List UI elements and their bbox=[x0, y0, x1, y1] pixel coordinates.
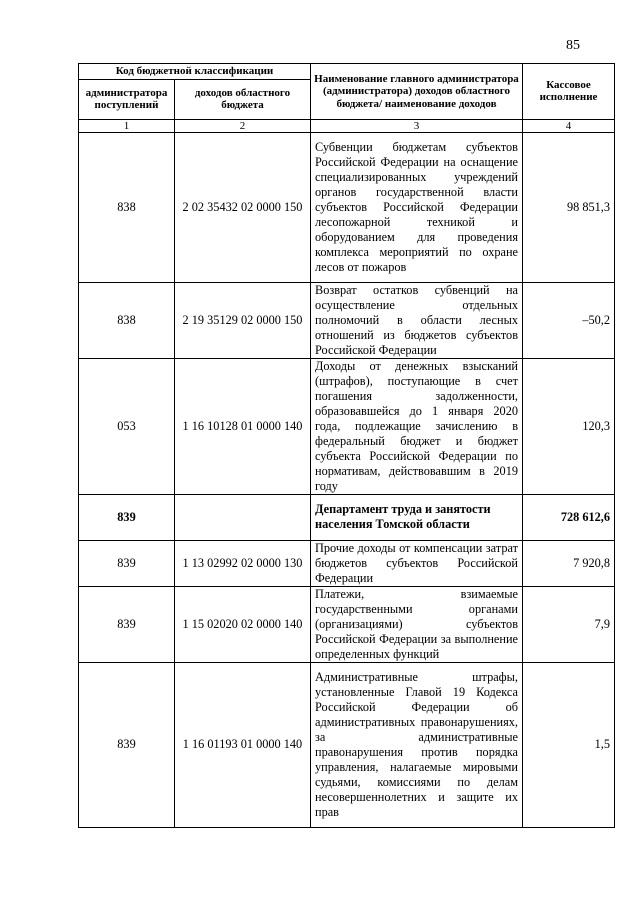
amount: 7,9 bbox=[523, 586, 615, 662]
amount: 98 851,3 bbox=[523, 132, 615, 282]
admin-code: 839 bbox=[79, 494, 175, 540]
amount: –50,2 bbox=[523, 282, 615, 358]
admin-code: 838 bbox=[79, 132, 175, 282]
income-code: 2 19 35129 02 0000 150 bbox=[175, 282, 311, 358]
page-number: 85 bbox=[566, 38, 580, 53]
income-name: Платежи, взимаемые государственными органами (организациями) субъектов Российской Федерации за выполнение определенных функций bbox=[311, 586, 523, 662]
column-number-row bbox=[79, 119, 615, 132]
income-name: Доходы от денежных взысканий (штрафов), поступающие в счет погашения задолженности, образовавшейся до 1 января 2020 года, подлежащие зачислению в федеральный бюджет и бюджет субъекта Российской Федерации по нормативам, действовавшим в 2019 году bbox=[311, 358, 523, 494]
income-name: Административные штрафы, установленные Главой 19 Кодекса Российской Федерации об административных правонарушениях, за административные правонарушения против порядка управления, налагаемые мировыми судьями, комиссиями по делам несовершеннолетних и защите их прав bbox=[311, 662, 523, 827]
table-row bbox=[79, 132, 615, 282]
table-row bbox=[79, 282, 615, 358]
table-row bbox=[79, 586, 615, 662]
admin-code: 838 bbox=[79, 282, 175, 358]
column-number: 1 bbox=[79, 119, 175, 132]
table-row bbox=[79, 540, 615, 586]
amount: 7 920,8 bbox=[523, 540, 615, 586]
income-code: 1 16 10128 01 0000 140 bbox=[175, 358, 311, 494]
header-admin: администратора поступлений bbox=[79, 79, 175, 119]
header-budget-classification: Код бюджетной классификации bbox=[79, 64, 311, 80]
table-row bbox=[79, 662, 615, 827]
amount: 1,5 bbox=[523, 662, 615, 827]
admin-code: 053 bbox=[79, 358, 175, 494]
header-income-code: доходов областного бюджета bbox=[175, 79, 311, 119]
income-name: Субвенции бюджетам субъектов Российской Федерации на оснащение специализированных учреждений органов государственной власти субъектов Российской Федерации лесопожарной техникой и оборудованием для проведения комплекса мероприятий по охране лесов от пожаров bbox=[311, 132, 523, 282]
income-name: Возврат остатков субвенций на осуществление отдельных полномочий в области лесных отношений из бюджетов субъектов Российской Федерации bbox=[311, 282, 523, 358]
header-amount: Кассовое исполнение bbox=[523, 64, 615, 120]
income-code: 1 13 02992 02 0000 130 bbox=[175, 540, 311, 586]
amount: 120,3 bbox=[523, 358, 615, 494]
budget-table bbox=[78, 63, 615, 828]
table-row bbox=[79, 358, 615, 494]
admin-code: 839 bbox=[79, 662, 175, 827]
income-code: 2 02 35432 02 0000 150 bbox=[175, 132, 311, 282]
income-code: 1 15 02020 02 0000 140 bbox=[175, 586, 311, 662]
amount: 728 612,6 bbox=[523, 494, 615, 540]
income-name: Прочие доходы от компенсации затрат бюджетов субъектов Российской Федерации bbox=[311, 540, 523, 586]
column-number: 2 bbox=[175, 119, 311, 132]
income-code: 1 16 01193 01 0000 140 bbox=[175, 662, 311, 827]
header-name: Наименование главного администратора (администратора) доходов областного бюджета/ наименование доходов bbox=[311, 64, 523, 120]
admin-code: 839 bbox=[79, 586, 175, 662]
income-code bbox=[175, 494, 311, 540]
admin-code: 839 bbox=[79, 540, 175, 586]
column-number: 4 bbox=[523, 119, 615, 132]
column-number: 3 bbox=[311, 119, 523, 132]
department-name: Департамент труда и занятости населения Томской области bbox=[311, 494, 523, 540]
table-row-department bbox=[79, 494, 615, 540]
